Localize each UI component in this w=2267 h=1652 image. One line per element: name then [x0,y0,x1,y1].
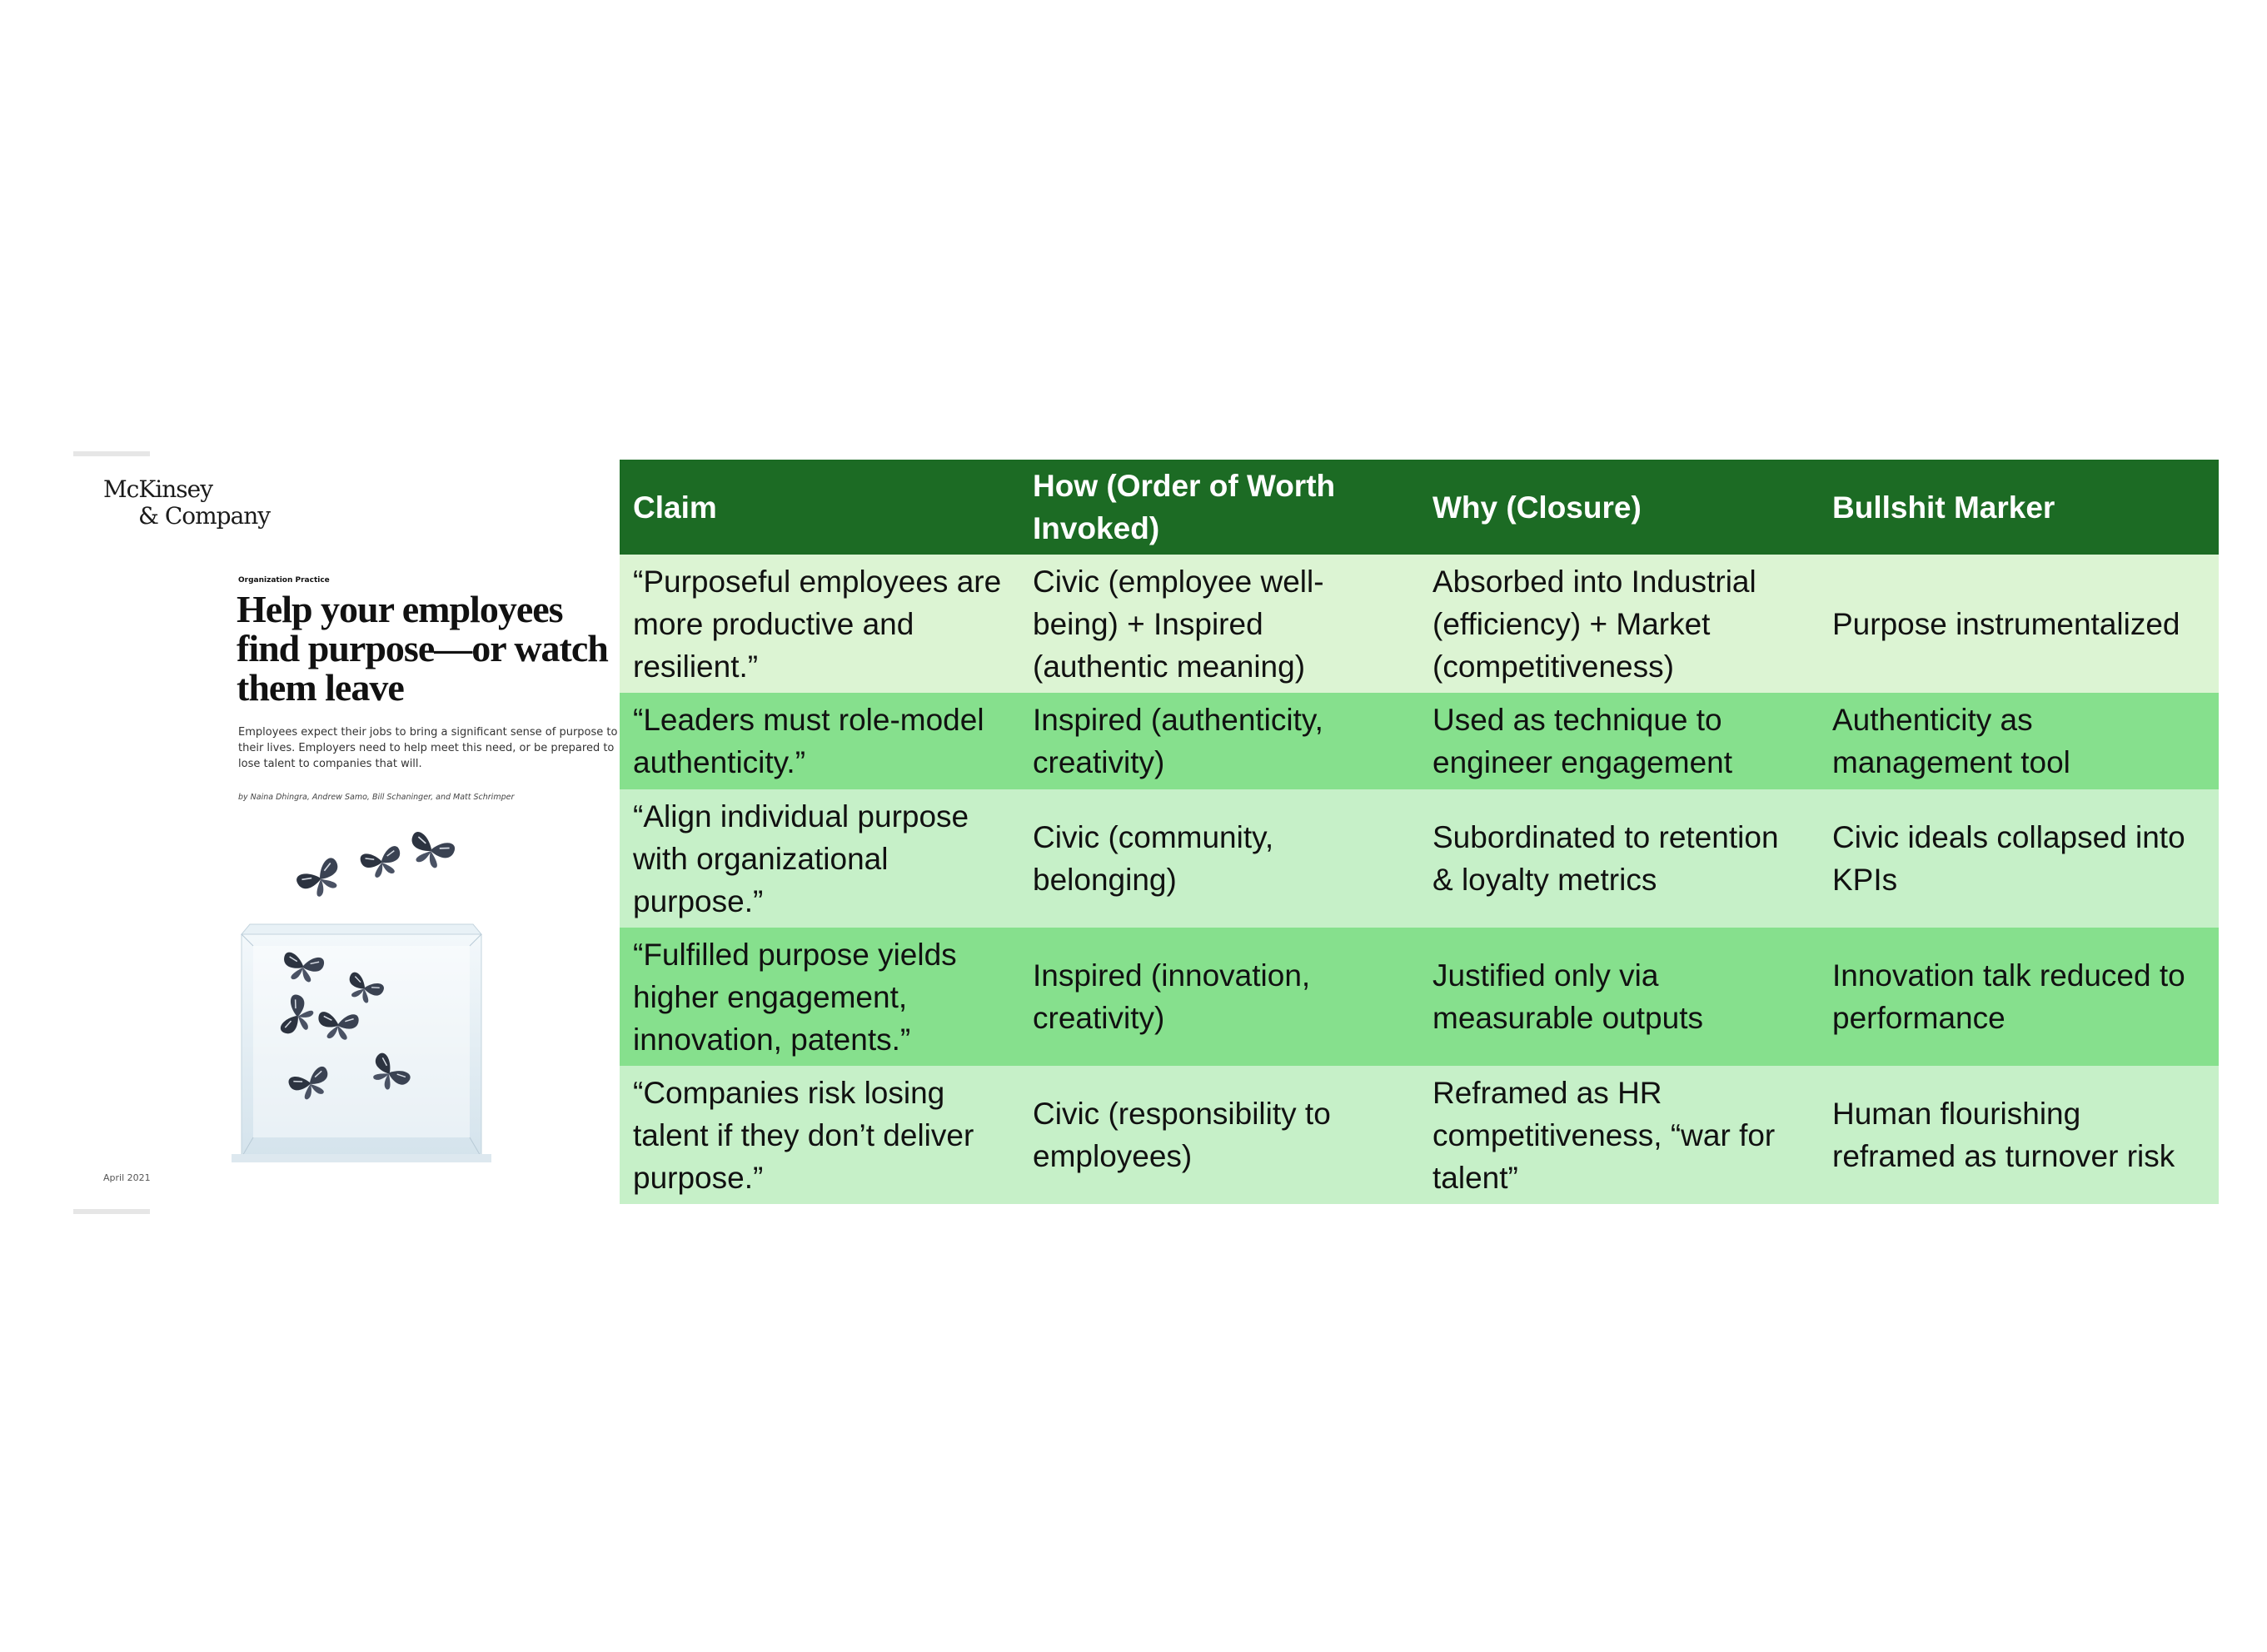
header-how: How (Order of Worth Invoked) [1019,460,1419,555]
table-row [620,789,2219,928]
cell-how: Inspired (innovation, creativity) [1019,928,1419,1066]
mckinsey-logo [103,476,270,530]
analysis-table [620,460,2219,1204]
butterflies-in-glass-box-icon [223,824,506,1174]
report-cover [73,451,620,1214]
cell-marker: Authenticity as management tool [1819,693,2219,789]
logo-line-2: & Company [138,502,271,530]
cell-how: Civic (community, belonging) [1019,789,1419,928]
cover-title-line-1: Help your employees [237,588,563,630]
cover-title-line-3: them leave [237,666,404,709]
cell-claim: “Purposeful employees are more productive and resilient.” [620,555,1019,693]
table-header-row [620,460,2219,555]
header-marker: Bullshit Marker [1819,460,2219,555]
cell-how: Civic (employee well-being) + Inspired (authentic meaning) [1019,555,1419,693]
cell-marker: Purpose instrumentalized [1819,555,2219,693]
cell-claim: “Leaders must role-model authenticity.” [620,693,1019,789]
cover-kicker: Organization Practice [238,576,330,585]
cover-top-rule [73,451,150,456]
cover-bottom-rule [73,1209,150,1214]
cover-byline: by Naina Dhingra, Andrew Samo, Bill Schaninger, and Matt Schrimper [238,793,515,802]
cell-why: Subordinated to retention & loyalty metrics [1419,789,1819,928]
cell-marker: Innovation talk reduced to performance [1819,928,2219,1066]
cell-why: Absorbed into Industrial (efficiency) + Market (competitiveness) [1419,555,1819,693]
cell-why: Used as technique to engineer engagement [1419,693,1819,789]
table-row [620,928,2219,1066]
cover-title [237,590,620,707]
cell-marker: Human flourishing reframed as turnover risk [1819,1066,2219,1204]
cover-date: April 2021 [103,1172,151,1183]
cell-claim: “Align individual purpose with organizational purpose.” [620,789,1019,928]
cell-how: Inspired (authenticity, creativity) [1019,693,1419,789]
logo-line-1: McKinsey [103,475,213,503]
cell-claim: “Companies risk losing talent if they don’t deliver purpose.” [620,1066,1019,1204]
cover-title-line-2: find purpose—or watch [237,627,608,669]
cell-claim: “Fulfilled purpose yields higher engagement, innovation, patents.” [620,928,1019,1066]
cell-why: Reframed as HR competitiveness, “war for talent” [1419,1066,1819,1204]
table-row [620,555,2219,693]
header-why: Why (Closure) [1419,460,1819,555]
cover-subtitle: Employees expect their jobs to bring a significant sense of purpose to their lives. Employers need to help meet this need, or be prepared to lose talent to companies that will. [238,726,618,770]
table-row [620,693,2219,789]
cell-why: Justified only via measurable outputs [1419,928,1819,1066]
header-claim: Claim [620,460,1019,555]
cell-how: Civic (responsibility to employees) [1019,1066,1419,1204]
cell-marker: Civic ideals collapsed into KPIs [1819,789,2219,928]
table-row [620,1066,2219,1204]
